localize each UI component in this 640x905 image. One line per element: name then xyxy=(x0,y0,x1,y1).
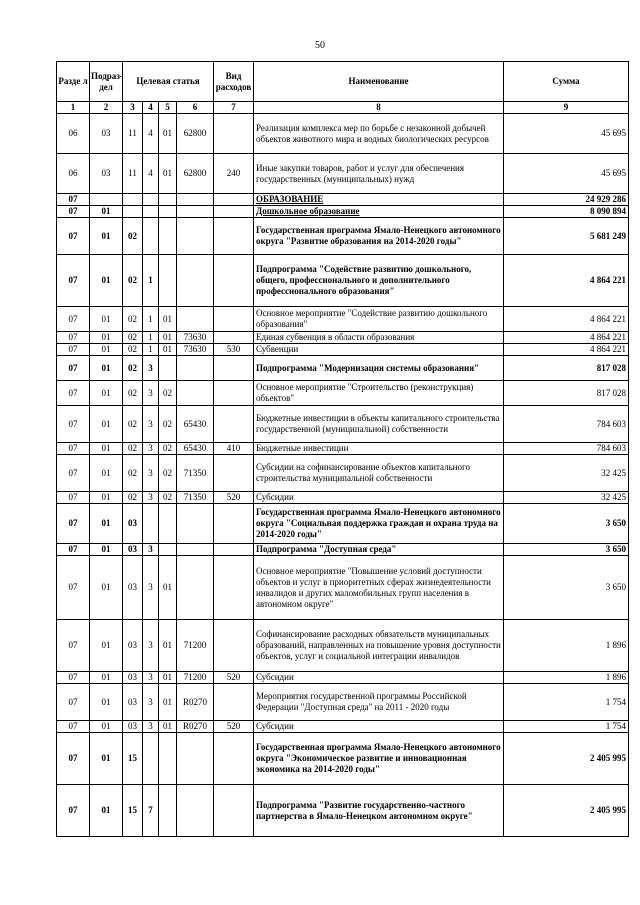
table-row xyxy=(57,504,629,544)
row-target-direction: 71350 xyxy=(177,492,214,504)
row-name: Субсидии xyxy=(254,672,504,684)
row-name: Бюджетные инвестиции в объекты капитального строительства государственной (муниципальной) собственности xyxy=(254,406,504,443)
row-name: Подпрограмма "Развитие государственно-частного партнерства в Ямало-Ненецком автономном округе" xyxy=(254,785,504,837)
table-row xyxy=(57,684,629,721)
row-target-program: 02 xyxy=(123,307,143,332)
row-sum: 3 650 xyxy=(504,556,629,620)
row-razdel: 07 xyxy=(57,721,90,733)
row-target-event: 01 xyxy=(159,620,177,672)
header-sum: Сумма xyxy=(504,62,629,102)
row-target-program: 15 xyxy=(123,733,143,785)
row-target-program: 02 xyxy=(123,344,143,356)
row-vid: 530 xyxy=(214,344,254,356)
col-num: 5 xyxy=(159,102,177,114)
row-podrazdel: 03 xyxy=(90,114,123,154)
row-sum: 3 650 xyxy=(504,504,629,544)
row-vid xyxy=(214,194,254,206)
row-vid xyxy=(214,620,254,672)
row-podrazdel: 01 xyxy=(90,255,123,307)
row-razdel: 07 xyxy=(57,544,90,556)
row-target-event: 01 xyxy=(159,307,177,332)
table-row xyxy=(57,154,629,194)
row-vid xyxy=(214,406,254,443)
row-name: Основное мероприятие "Содействие развитию дошкольного образования" xyxy=(254,307,504,332)
row-name: Государственная программа Ямало-Ненецкого автономного округа "Экономическое развитие и инновационная экономика на 2014-2020 годы" xyxy=(254,733,504,785)
row-podrazdel: 01 xyxy=(90,307,123,332)
row-sum: 784 603 xyxy=(504,406,629,443)
row-sum: 817 028 xyxy=(504,356,629,381)
row-target-direction xyxy=(177,218,214,255)
header-name: Наименование xyxy=(254,62,504,102)
row-target-subprogram: 3 xyxy=(143,544,159,556)
row-target-direction xyxy=(177,307,214,332)
row-target-subprogram: 3 xyxy=(143,443,159,455)
row-target-direction: 71350 xyxy=(177,455,214,492)
row-target-program: 02 xyxy=(123,218,143,255)
row-target-subprogram: 1 xyxy=(143,307,159,332)
row-target-event xyxy=(159,356,177,381)
row-podrazdel: 01 xyxy=(90,544,123,556)
row-sum: 32 425 xyxy=(504,455,629,492)
row-name: Софинансирование расходных обязательств муниципальных образований, направленных на повышение уровня доступности объектов, услуг и социальной интеграции инвалидов xyxy=(254,620,504,672)
row-target-subprogram: 3 xyxy=(143,721,159,733)
row-name: Основное мероприятие "Строительство (реконструкция) объектов" xyxy=(254,381,504,406)
row-podrazdel: 01 xyxy=(90,218,123,255)
row-target-program: 11 xyxy=(123,114,143,154)
row-sum: 817 028 xyxy=(504,381,629,406)
row-name: Основное мероприятие "Повышение условий доступности объектов и услуг в приоритетных сферах жизнедеятельности инвалидов и других маломобильных групп населения в автономном округе" xyxy=(254,556,504,620)
row-podrazdel: 01 xyxy=(90,684,123,721)
row-target-direction: 62800 xyxy=(177,114,214,154)
row-podrazdel: 01 xyxy=(90,556,123,620)
row-target-subprogram: 3 xyxy=(143,455,159,492)
row-podrazdel: 01 xyxy=(90,504,123,544)
row-razdel: 07 xyxy=(57,356,90,381)
row-razdel: 07 xyxy=(57,443,90,455)
col-num: 4 xyxy=(143,102,159,114)
row-target-subprogram: 3 xyxy=(143,492,159,504)
row-sum: 32 425 xyxy=(504,492,629,504)
row-podrazdel xyxy=(90,194,123,206)
row-target-direction xyxy=(177,206,214,218)
table-row xyxy=(57,556,629,620)
row-target-direction: 71200 xyxy=(177,672,214,684)
row-target-event: 01 xyxy=(159,344,177,356)
row-target-subprogram: 4 xyxy=(143,154,159,194)
row-vid xyxy=(214,356,254,381)
row-razdel: 07 xyxy=(57,492,90,504)
row-target-direction xyxy=(177,556,214,620)
row-vid xyxy=(214,455,254,492)
column-number-row xyxy=(57,102,629,114)
header-razdel: Разде л xyxy=(57,62,90,102)
row-target-program xyxy=(123,194,143,206)
row-vid xyxy=(214,114,254,154)
row-sum: 8 090 894 xyxy=(504,206,629,218)
row-podrazdel: 03 xyxy=(90,154,123,194)
row-vid xyxy=(214,218,254,255)
row-target-direction: 73630 xyxy=(177,332,214,344)
row-target-event: 02 xyxy=(159,381,177,406)
row-razdel: 07 xyxy=(57,344,90,356)
row-target-event: 02 xyxy=(159,406,177,443)
row-target-direction xyxy=(177,194,214,206)
page-number: 50 xyxy=(315,40,325,51)
table-row xyxy=(57,620,629,672)
row-target-subprogram: 3 xyxy=(143,672,159,684)
row-podrazdel: 01 xyxy=(90,620,123,672)
header-vid: Вид расходов xyxy=(214,62,254,102)
row-name: Бюджетные инвестиции xyxy=(254,443,504,455)
table-row xyxy=(57,344,629,356)
row-razdel: 07 xyxy=(57,332,90,344)
row-name: Субсидии xyxy=(254,492,504,504)
row-podrazdel: 01 xyxy=(90,406,123,443)
row-target-program: 03 xyxy=(123,620,143,672)
row-target-event xyxy=(159,544,177,556)
row-target-direction: 65430 xyxy=(177,443,214,455)
row-razdel: 07 xyxy=(57,206,90,218)
table-row xyxy=(57,218,629,255)
row-name: Мероприятия государственной программы Российской Федерации "Доступная среда" на 2011 - 2020 годы xyxy=(254,684,504,721)
table-row xyxy=(57,206,629,218)
header-target: Целевая статья xyxy=(123,62,214,102)
row-target-subprogram xyxy=(143,733,159,785)
row-podrazdel: 01 xyxy=(90,356,123,381)
row-sum: 784 603 xyxy=(504,443,629,455)
row-vid xyxy=(214,733,254,785)
row-target-event xyxy=(159,206,177,218)
row-target-direction xyxy=(177,356,214,381)
row-target-subprogram: 4 xyxy=(143,114,159,154)
row-vid xyxy=(214,504,254,544)
header-podrazdel: Подраз- дел xyxy=(90,62,123,102)
budget-table xyxy=(56,61,629,837)
row-name: Субвенции xyxy=(254,344,504,356)
row-target-direction xyxy=(177,255,214,307)
row-sum: 45 695 xyxy=(504,154,629,194)
col-num: 6 xyxy=(177,102,214,114)
row-target-program: 03 xyxy=(123,721,143,733)
row-target-subprogram: 3 xyxy=(143,684,159,721)
row-sum: 1 754 xyxy=(504,721,629,733)
row-name: Реализация комплекса мер по борьбе с незаконной добычей объектов животного мира и водных биологических ресурсов xyxy=(254,114,504,154)
row-razdel: 07 xyxy=(57,620,90,672)
row-name: Субсидии xyxy=(254,721,504,733)
col-num: 7 xyxy=(214,102,254,114)
row-vid xyxy=(214,556,254,620)
row-target-subprogram xyxy=(143,194,159,206)
table-row xyxy=(57,332,629,344)
row-target-subprogram: 3 xyxy=(143,556,159,620)
row-razdel: 07 xyxy=(57,307,90,332)
row-target-direction: R0270 xyxy=(177,721,214,733)
table-row xyxy=(57,733,629,785)
row-vid xyxy=(214,307,254,332)
row-target-program: 02 xyxy=(123,443,143,455)
row-target-program: 02 xyxy=(123,406,143,443)
table-row xyxy=(57,443,629,455)
row-razdel: 07 xyxy=(57,218,90,255)
row-sum: 45 695 xyxy=(504,114,629,154)
row-target-event: 02 xyxy=(159,455,177,492)
row-target-direction xyxy=(177,504,214,544)
row-sum: 24 929 286 xyxy=(504,194,629,206)
row-target-program: 02 xyxy=(123,455,143,492)
row-razdel: 07 xyxy=(57,455,90,492)
row-target-event xyxy=(159,504,177,544)
row-razdel: 07 xyxy=(57,672,90,684)
row-target-program: 15 xyxy=(123,785,143,837)
row-target-subprogram: 1 xyxy=(143,332,159,344)
row-razdel: 07 xyxy=(57,785,90,837)
row-target-subprogram: 3 xyxy=(143,381,159,406)
row-target-direction: 65430 xyxy=(177,406,214,443)
row-vid: 520 xyxy=(214,672,254,684)
row-target-event xyxy=(159,218,177,255)
header-row xyxy=(57,62,629,102)
table-row xyxy=(57,406,629,443)
table-row xyxy=(57,721,629,733)
row-vid xyxy=(214,785,254,837)
row-vid: 520 xyxy=(214,721,254,733)
row-name: Единая субвенция в области образования xyxy=(254,332,504,344)
row-sum: 5 681 249 xyxy=(504,218,629,255)
col-num: 2 xyxy=(90,102,123,114)
row-name: Подпрограмма "Содействие развитию дошкольного, общего, профессионального и дополнительного профессионального образования" xyxy=(254,255,504,307)
row-target-direction xyxy=(177,544,214,556)
row-target-event: 01 xyxy=(159,556,177,620)
table-row xyxy=(57,255,629,307)
row-razdel: 07 xyxy=(57,194,90,206)
row-target-direction xyxy=(177,785,214,837)
row-podrazdel: 01 xyxy=(90,381,123,406)
table-row xyxy=(57,194,629,206)
row-name: Дошкольное образование xyxy=(254,206,504,218)
row-razdel: 07 xyxy=(57,733,90,785)
row-podrazdel: 01 xyxy=(90,721,123,733)
row-vid xyxy=(214,381,254,406)
row-target-direction: R0270 xyxy=(177,684,214,721)
row-podrazdel: 01 xyxy=(90,672,123,684)
row-target-program: 02 xyxy=(123,356,143,381)
row-target-program: 02 xyxy=(123,381,143,406)
row-razdel: 07 xyxy=(57,684,90,721)
row-target-event: 01 xyxy=(159,154,177,194)
row-target-event: 01 xyxy=(159,114,177,154)
table-row xyxy=(57,672,629,684)
row-target-direction: 62800 xyxy=(177,154,214,194)
row-target-subprogram xyxy=(143,206,159,218)
row-vid xyxy=(214,206,254,218)
row-podrazdel: 01 xyxy=(90,206,123,218)
row-target-program: 02 xyxy=(123,492,143,504)
row-target-event xyxy=(159,255,177,307)
row-target-event xyxy=(159,733,177,785)
row-target-subprogram: 3 xyxy=(143,620,159,672)
row-target-program: 02 xyxy=(123,255,143,307)
row-sum: 1 896 xyxy=(504,672,629,684)
row-target-event: 02 xyxy=(159,492,177,504)
row-vid xyxy=(214,332,254,344)
row-name: Подпрограмма "Доступная среда" xyxy=(254,544,504,556)
row-podrazdel: 01 xyxy=(90,455,123,492)
row-vid: 520 xyxy=(214,492,254,504)
row-sum: 1 754 xyxy=(504,684,629,721)
row-name: ОБРАЗОВАНИЕ xyxy=(254,194,504,206)
row-name: Субсидии на софинансирование объектов капитального строительства муниципальной собственности xyxy=(254,455,504,492)
row-vid: 240 xyxy=(214,154,254,194)
row-target-program: 02 xyxy=(123,332,143,344)
row-vid xyxy=(214,684,254,721)
row-target-program xyxy=(123,206,143,218)
row-podrazdel: 01 xyxy=(90,443,123,455)
row-target-event xyxy=(159,194,177,206)
table-row xyxy=(57,381,629,406)
row-razdel: 07 xyxy=(57,504,90,544)
row-razdel: 07 xyxy=(57,381,90,406)
col-num: 1 xyxy=(57,102,90,114)
row-target-program: 03 xyxy=(123,672,143,684)
row-razdel: 07 xyxy=(57,255,90,307)
row-vid xyxy=(214,255,254,307)
row-razdel: 07 xyxy=(57,406,90,443)
table-row xyxy=(57,356,629,381)
row-sum: 1 896 xyxy=(504,620,629,672)
row-sum: 4 864 221 xyxy=(504,344,629,356)
row-razdel: 06 xyxy=(57,114,90,154)
row-target-subprogram: 1 xyxy=(143,344,159,356)
row-name: Государственная программа Ямало-Ненецкого автономного округа "Развитие образования на 2014-2020 годы" xyxy=(254,218,504,255)
row-target-subprogram: 7 xyxy=(143,785,159,837)
row-podrazdel: 01 xyxy=(90,332,123,344)
col-num: 9 xyxy=(504,102,629,114)
row-target-event: 01 xyxy=(159,672,177,684)
table-row xyxy=(57,785,629,837)
row-target-event: 01 xyxy=(159,332,177,344)
row-vid xyxy=(214,544,254,556)
row-target-subprogram: 1 xyxy=(143,255,159,307)
row-name: Иные закупки товаров, работ и услуг для обеспечения государственных (муниципальных) нужд xyxy=(254,154,504,194)
col-num: 8 xyxy=(254,102,504,114)
row-sum: 3 650 xyxy=(504,544,629,556)
row-target-direction xyxy=(177,733,214,785)
row-target-subprogram xyxy=(143,504,159,544)
row-target-subprogram: 3 xyxy=(143,406,159,443)
row-sum: 4 864 221 xyxy=(504,255,629,307)
row-razdel: 06 xyxy=(57,154,90,194)
row-sum: 2 405 995 xyxy=(504,785,629,837)
row-sum: 4 864 221 xyxy=(504,307,629,332)
row-target-program: 11 xyxy=(123,154,143,194)
row-razdel: 07 xyxy=(57,556,90,620)
row-target-program: 03 xyxy=(123,504,143,544)
row-target-subprogram xyxy=(143,218,159,255)
row-target-event xyxy=(159,785,177,837)
row-target-event: 02 xyxy=(159,443,177,455)
row-target-direction: 71200 xyxy=(177,620,214,672)
row-target-subprogram: 3 xyxy=(143,356,159,381)
row-podrazdel: 01 xyxy=(90,492,123,504)
table-row xyxy=(57,544,629,556)
table-row xyxy=(57,307,629,332)
row-podrazdel: 01 xyxy=(90,344,123,356)
row-podrazdel: 01 xyxy=(90,785,123,837)
table-row xyxy=(57,114,629,154)
row-name: Государственная программа Ямало-Ненецкого автономного округа "Социальная поддержка граждан и охрана труда на 2014-2020 годы" xyxy=(254,504,504,544)
row-target-direction: 73630 xyxy=(177,344,214,356)
row-name: Подпрограмма "Модернизация системы образования" xyxy=(254,356,504,381)
col-num: 3 xyxy=(123,102,143,114)
row-podrazdel: 01 xyxy=(90,733,123,785)
row-target-event: 01 xyxy=(159,721,177,733)
table-row xyxy=(57,455,629,492)
row-target-program: 03 xyxy=(123,684,143,721)
row-target-program: 03 xyxy=(123,556,143,620)
row-target-program: 03 xyxy=(123,544,143,556)
row-sum: 4 864 221 xyxy=(504,332,629,344)
row-target-event: 01 xyxy=(159,684,177,721)
row-sum: 2 405 995 xyxy=(504,733,629,785)
row-target-direction xyxy=(177,381,214,406)
table-row xyxy=(57,492,629,504)
row-vid: 410 xyxy=(214,443,254,455)
